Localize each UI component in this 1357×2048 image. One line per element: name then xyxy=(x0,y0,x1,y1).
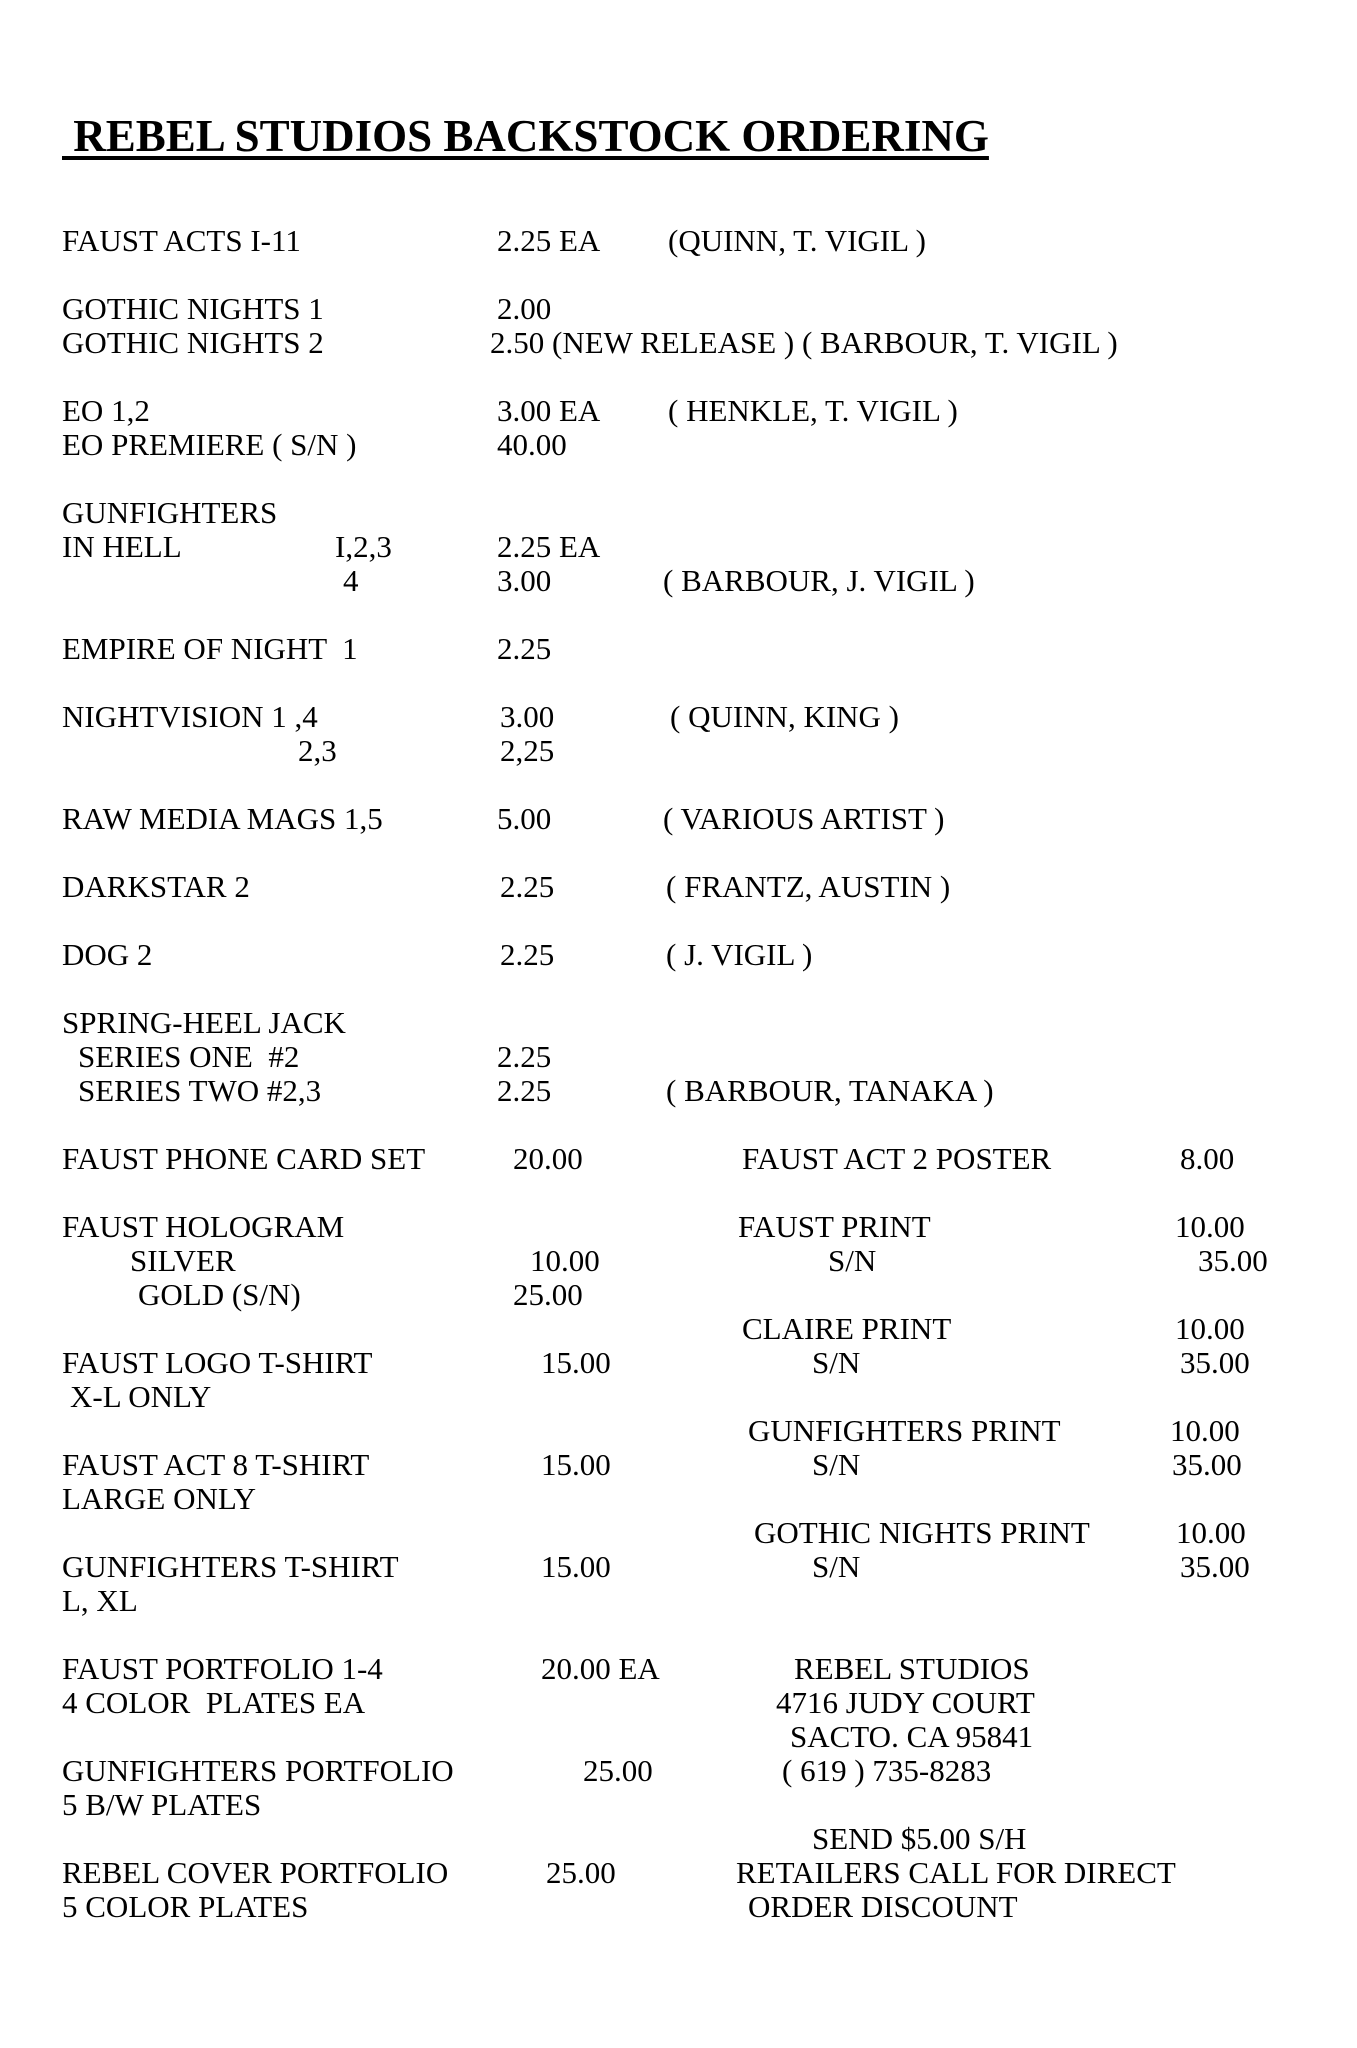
merch-name: GUNFIGHTERS T-SHIRT xyxy=(62,1549,399,1584)
item-issues: 4 xyxy=(343,563,359,598)
merch-price: 10.00 xyxy=(530,1243,600,1278)
item-price: 3.00 xyxy=(497,563,552,598)
merch-note: 5 B/W PLATES xyxy=(62,1787,262,1822)
merch-price: 20.00 xyxy=(513,1141,583,1176)
merch-name: FAUST HOLOGRAM xyxy=(62,1209,345,1244)
merch-note: X-L ONLY xyxy=(70,1379,212,1414)
merch-name: REBEL COVER PORTFOLIO xyxy=(62,1855,449,1890)
merch-option: SILVER xyxy=(130,1243,236,1278)
page-title: REBEL STUDIOS BACKSTOCK ORDERING xyxy=(62,111,989,161)
retailer-note: RETAILERS CALL FOR DIRECT xyxy=(736,1855,1176,1890)
item-credits: ( QUINN, KING ) xyxy=(670,699,900,734)
item-credits: ( HENKLE, T. VIGIL ) xyxy=(668,393,958,428)
item-credits: ( BARBOUR, J. VIGIL ) xyxy=(663,563,975,598)
item-price: 5.00 xyxy=(497,801,552,836)
merch-option: S/N xyxy=(812,1345,861,1380)
merch-note: LARGE ONLY xyxy=(62,1481,257,1516)
merch-price: 35.00 xyxy=(1198,1243,1268,1278)
merch-price: 35.00 xyxy=(1180,1549,1250,1584)
merch-name: GOTHIC NIGHTS PRINT xyxy=(754,1515,1090,1550)
merch-price: 20.00 EA xyxy=(541,1651,660,1686)
item-name: GUNFIGHTERS xyxy=(62,495,278,530)
company-name: REBEL STUDIOS xyxy=(794,1651,1030,1686)
item-price: 2.00 xyxy=(497,291,552,326)
merch-name: CLAIRE PRINT xyxy=(742,1311,952,1346)
item-name: FAUST ACTS I-11 xyxy=(62,223,301,258)
item-name: GOTHIC NIGHTS 1 xyxy=(62,291,324,326)
item-name: EMPIRE OF NIGHT 1 xyxy=(62,631,358,666)
item-issues: 2,3 xyxy=(298,733,337,768)
item-name: GOTHIC NIGHTS 2 xyxy=(62,325,324,360)
merch-note: 5 COLOR PLATES xyxy=(62,1889,309,1924)
merch-price: 10.00 xyxy=(1170,1413,1240,1448)
merch-price: 25.00 xyxy=(546,1855,616,1890)
merch-name: GUNFIGHTERS PRINT xyxy=(748,1413,1061,1448)
item-name: EO 1,2 xyxy=(62,393,150,428)
merch-price: 10.00 xyxy=(1175,1311,1245,1346)
item-name: IN HELL xyxy=(62,529,182,564)
item-price: 3.00 xyxy=(500,699,555,734)
item-name: NIGHTVISION 1 ,4 xyxy=(62,699,318,734)
merch-option: S/N xyxy=(812,1447,861,1482)
merch-price: 35.00 xyxy=(1180,1345,1250,1380)
item-name: SPRING-HEEL JACK xyxy=(62,1005,346,1040)
phone-number: ( 619 ) 735-8283 xyxy=(782,1753,992,1788)
merch-name: FAUST PRINT xyxy=(738,1209,931,1244)
item-name: EO PREMIERE ( S/N ) xyxy=(62,427,357,462)
merch-option: GOLD (S/N) xyxy=(138,1277,301,1312)
item-price: 2.25 EA xyxy=(497,223,601,258)
merch-price: 8.00 xyxy=(1180,1141,1235,1176)
item-price: 2.50 (NEW RELEASE ) ( BARBOUR, T. VIGIL ) xyxy=(490,325,1118,360)
item-price: 2.25 xyxy=(500,937,555,972)
merch-name: FAUST ACT 2 POSTER xyxy=(742,1141,1052,1176)
merch-name: FAUST PORTFOLIO 1-4 xyxy=(62,1651,383,1686)
merch-name: FAUST LOGO T-SHIRT xyxy=(62,1345,373,1380)
street-address: 4716 JUDY COURT xyxy=(776,1685,1035,1720)
item-name: DOG 2 xyxy=(62,937,153,972)
item-price: 2,25 xyxy=(500,733,555,768)
merch-option: S/N xyxy=(812,1549,861,1584)
merch-price: 15.00 xyxy=(541,1447,611,1482)
merch-name: GUNFIGHTERS PORTFOLIO xyxy=(62,1753,454,1788)
merch-note: 4 COLOR PLATES EA xyxy=(62,1685,366,1720)
item-price: 2.25 xyxy=(500,869,555,904)
item-issues: I,2,3 xyxy=(335,529,392,564)
item-credits: (QUINN, T. VIGIL ) xyxy=(668,223,926,258)
retailer-note: ORDER DISCOUNT xyxy=(748,1889,1018,1924)
item-credits: ( J. VIGIL ) xyxy=(666,937,813,972)
shipping-note: SEND $5.00 S/H xyxy=(812,1821,1027,1856)
item-name: SERIES TWO #2,3 xyxy=(78,1073,322,1108)
item-price: 2.25 xyxy=(497,631,552,666)
merch-name: FAUST PHONE CARD SET xyxy=(62,1141,426,1176)
merch-option: S/N xyxy=(828,1243,877,1278)
item-name: RAW MEDIA MAGS 1,5 xyxy=(62,801,383,836)
merch-note: L, XL xyxy=(62,1583,138,1618)
merch-price: 25.00 xyxy=(583,1753,653,1788)
item-name: SERIES ONE #2 xyxy=(78,1039,300,1074)
merch-price: 15.00 xyxy=(541,1345,611,1380)
merch-price: 35.00 xyxy=(1172,1447,1242,1482)
item-price: 3.00 EA xyxy=(497,393,601,428)
item-price: 2.25 xyxy=(497,1073,552,1108)
item-price: 40.00 xyxy=(497,427,567,462)
item-credits: ( BARBOUR, TANAKA ) xyxy=(666,1073,994,1108)
merch-price: 10.00 xyxy=(1176,1515,1246,1550)
item-price: 2.25 EA xyxy=(497,529,601,564)
city-address: SACTO. CA 95841 xyxy=(790,1719,1034,1754)
merch-price: 10.00 xyxy=(1175,1209,1245,1244)
merch-price: 25.00 xyxy=(513,1277,583,1312)
item-price: 2.25 xyxy=(497,1039,552,1074)
merch-price: 15.00 xyxy=(541,1549,611,1584)
item-name: DARKSTAR 2 xyxy=(62,869,250,904)
item-credits: ( FRANTZ, AUSTIN ) xyxy=(666,869,951,904)
merch-name: FAUST ACT 8 T-SHIRT xyxy=(62,1447,370,1482)
item-credits: ( VARIOUS ARTIST ) xyxy=(663,801,945,836)
